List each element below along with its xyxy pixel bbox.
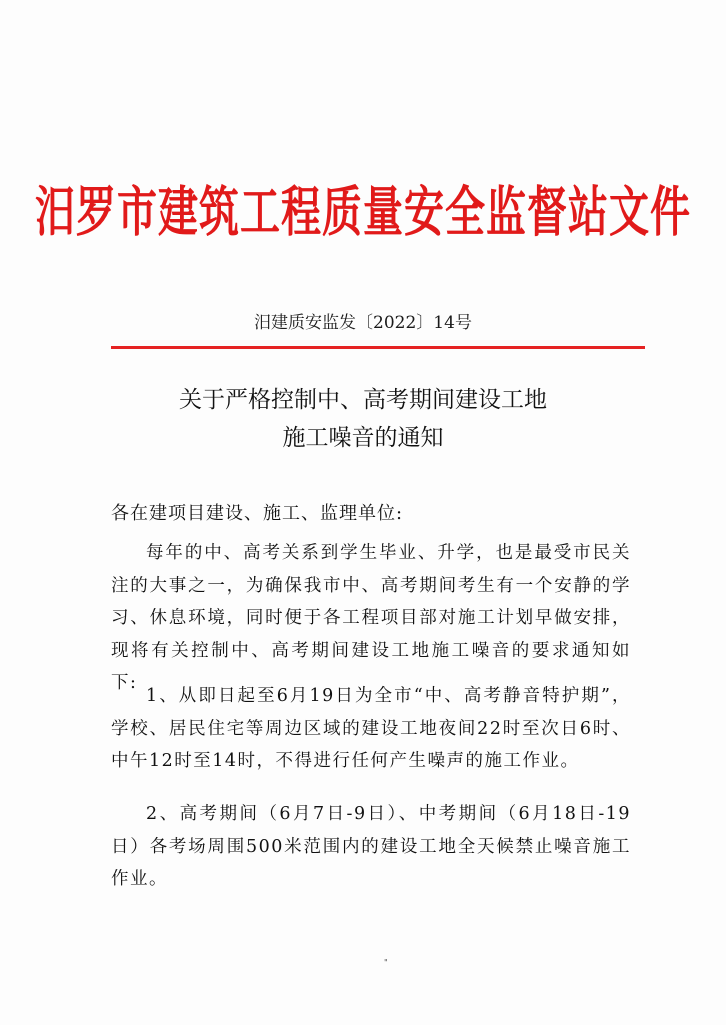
- red-divider: [111, 346, 645, 349]
- body-paragraph-item-2: 2、高考期间（6月7日-9日）、中考期间（6月18日-19日）各考场周围500米范围内的建设工地全天候禁止噪音施工作业。: [111, 804, 631, 889]
- document-title-line-1: 关于严格控制中、高考期间建设工地: [179, 387, 547, 413]
- footer-mark: ": [384, 958, 388, 967]
- body-paragraph-item-1: 1、从即日起至6月19日为全市“中、高考静音特护期”，学校、居民住宅等周边区域的建设工地夜间22时至次日6时、中午12时至14时，不得进行任何产生噪声的施工作业。: [111, 686, 631, 771]
- body-paragraph-intro: 每年的中、高考关系到学生毕业、升学，也是最受市民关注的大事之一，为确保我市中、高考期间考生有一个安静的学习、休息环境，同时便于各工程项目部对施工计划早做安排，现将有关控制中、高考期间建设工地施工噪音的要求通知如下:: [111, 543, 631, 693]
- document-title-line-2: 施工噪音的通知: [282, 425, 444, 451]
- org-header: 汨罗市建筑工程质量安全监督站文件: [35, 181, 691, 245]
- document-number: 汨建质安监发〔2022〕14号: [254, 313, 472, 333]
- salutation: 各在建项目建设、施工、监理单位:: [111, 503, 404, 524]
